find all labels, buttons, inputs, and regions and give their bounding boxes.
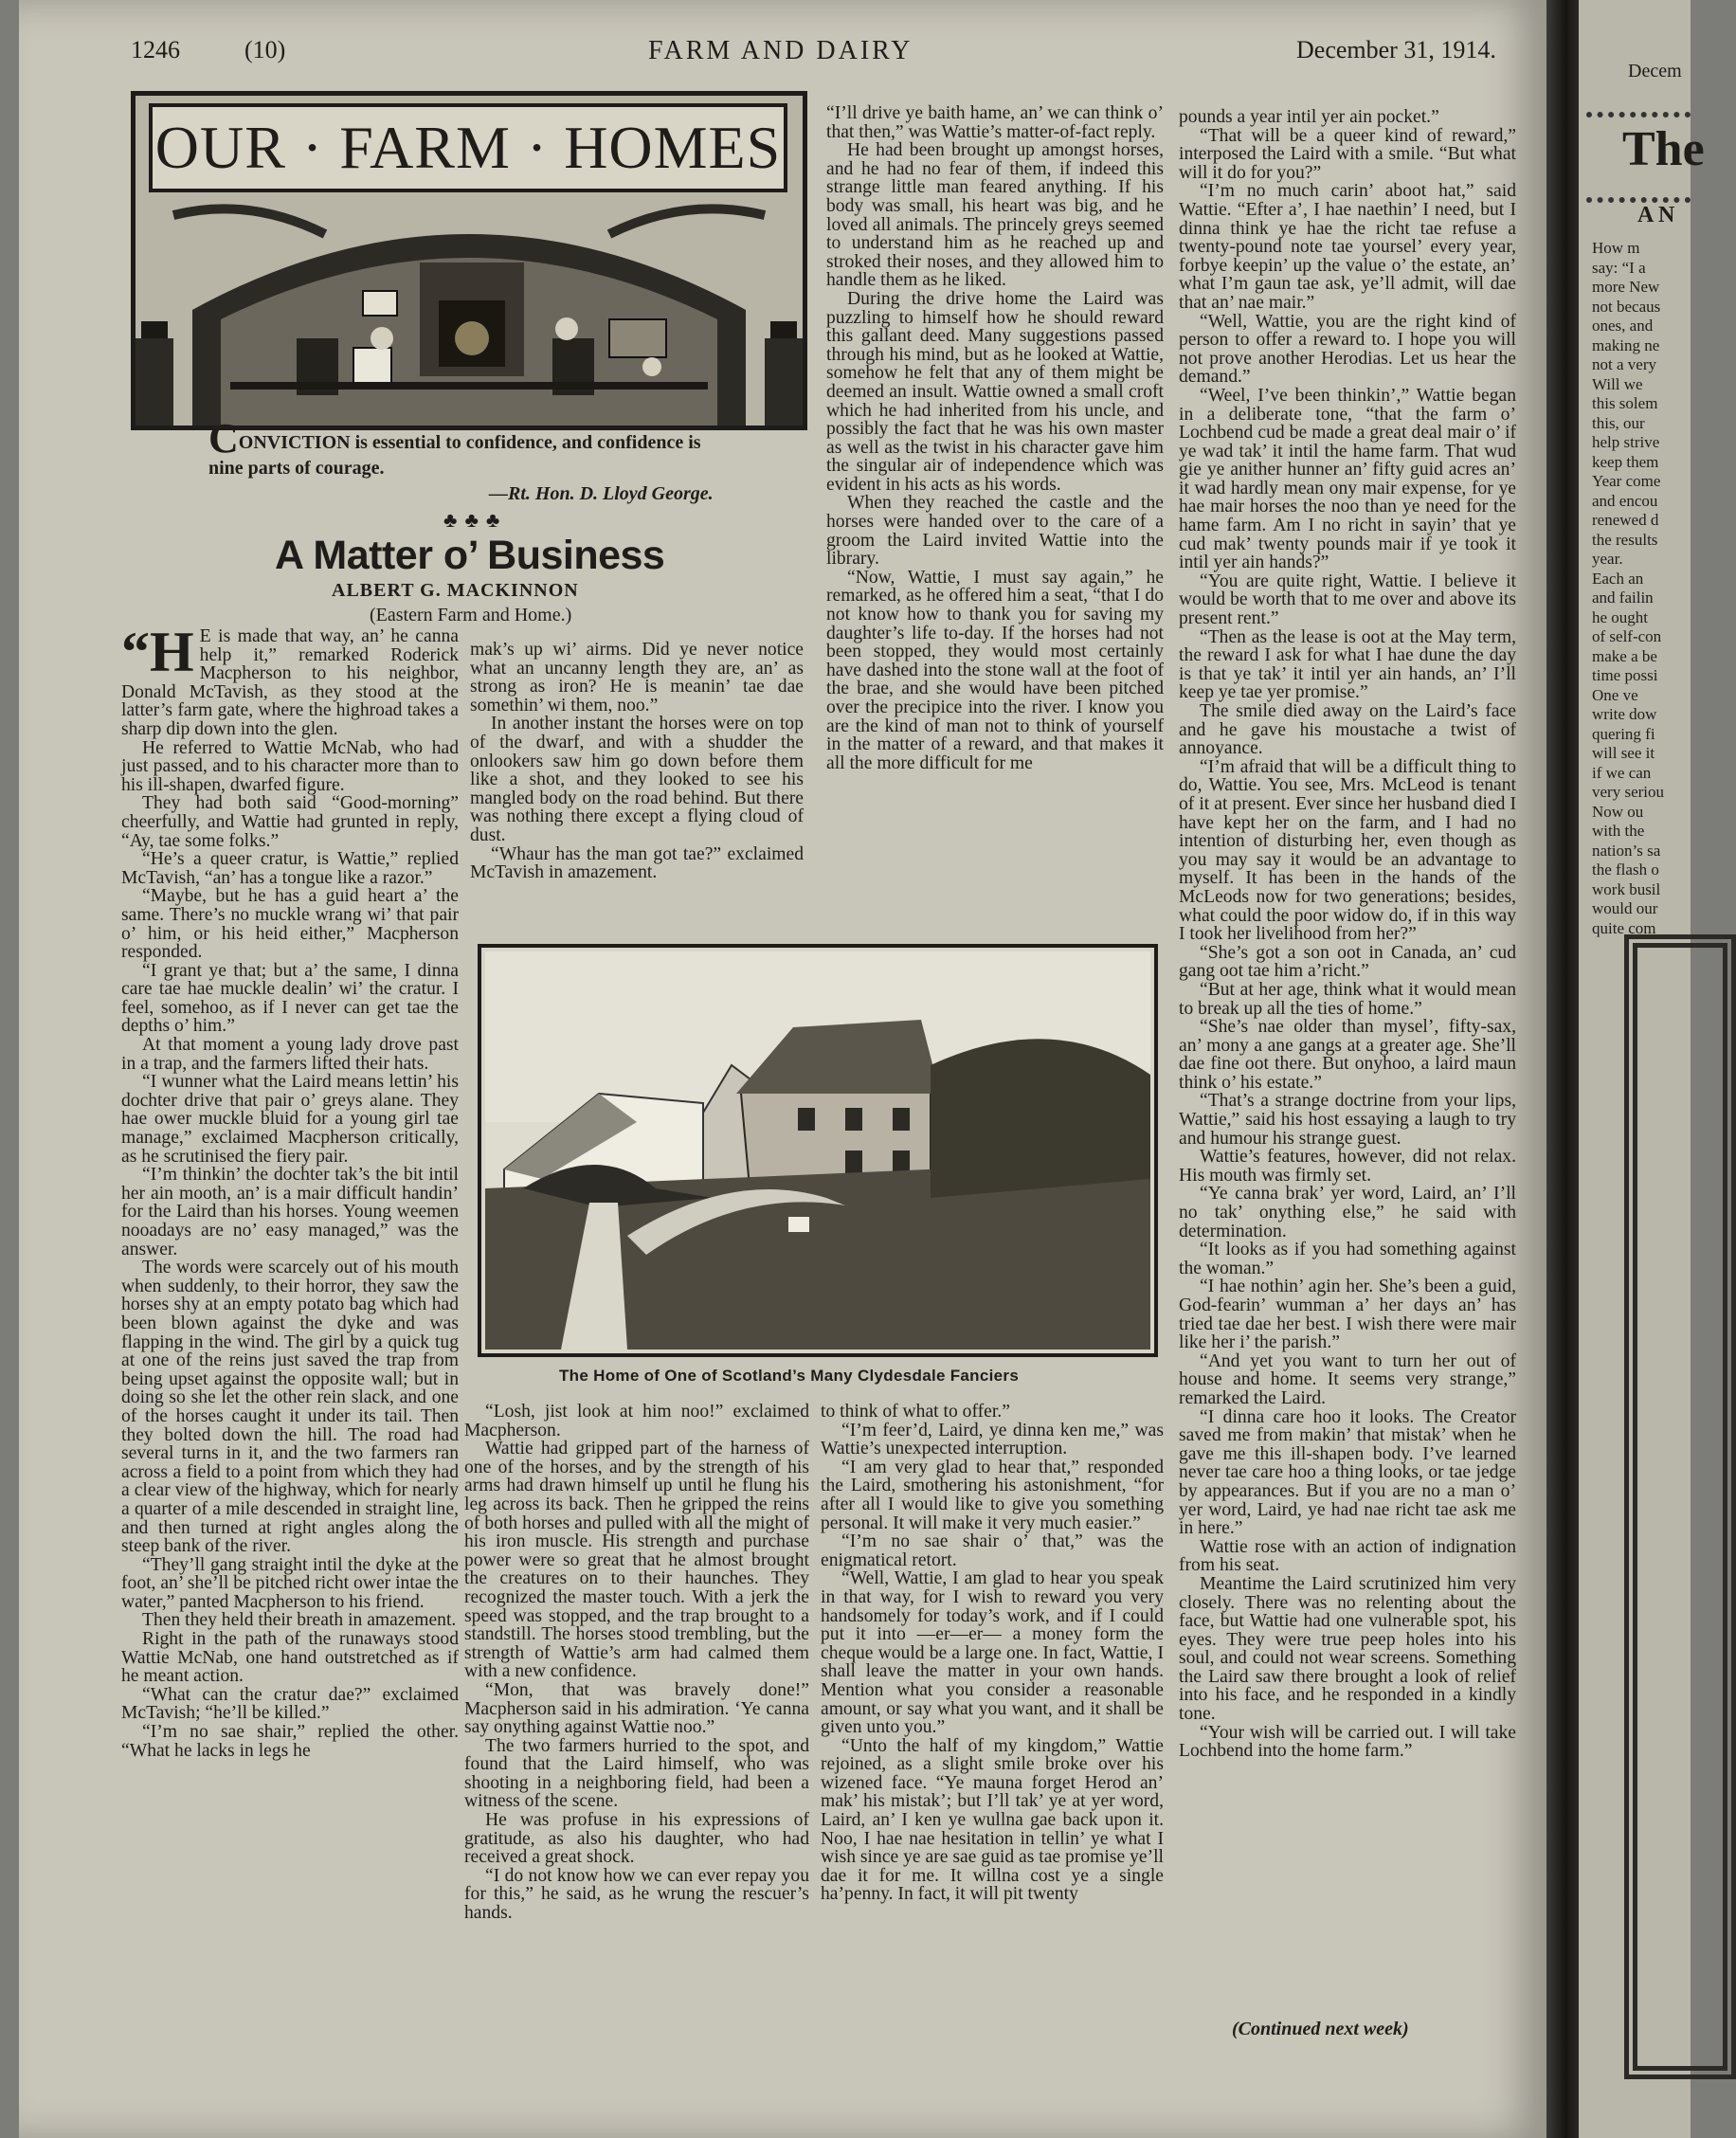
paragraph: “Mon, that was bravely done!” Macpherson said in his admiration. ‘Ye canna say onything against Wattie noo.” [464, 1679, 809, 1738]
paragraph: They had both said “Good-morning” cheerfully, and Wattie had grunted in reply, “Ay, tae some folks.” [121, 793, 459, 851]
section-masthead [131, 91, 807, 430]
adjacent-text-line: help strive [1592, 433, 1660, 451]
newspaper-page [19, 0, 1549, 2138]
adjacent-text-line: renewed d [1592, 511, 1659, 529]
paragraph: “That’s a strange doctrine from your lips, Wattie,” said his host essaying a laugh to try and humour his strange guest. [1179, 1091, 1516, 1149]
paragraph: “Now, Wattie, I must say again,” he remarked, as he offered him a seat, “that I do not know how to thank you for saving my daughter’s life to-day. If the horses had not been stopped, they would most certainly have dashed into the stone wall at the foot of the brae, and she would have been pitched over the precipice into the river. I know you are the kind of man not to think of yourself in the matter of a reward, and that makes it all the more difficult for me [826, 567, 1164, 773]
paragraph: Wattie’s features, however, did not relax. His mouth was firmly set. [1179, 1147, 1516, 1186]
paragraph: pounds a year intil yer ain pocket.” [1179, 107, 1439, 127]
adjacent-text-line: ones, and [1592, 317, 1654, 335]
continued-notice: (Continued next week) [1232, 2019, 1409, 2039]
adjacent-text-line: if we can [1592, 763, 1652, 782]
paragraph: He had been brought up amongst horses, and he had no fear of them, if indeed this strange little man feared anything. If his body was small, his heart was big, and he loved all animals. The princely greys seemed to understand him as he reached up and stroked their noses, and they allowed him to handle them as he liked. [826, 140, 1164, 291]
paragraph: “I’m thinkin’ the dochter tak’s the bit intil her ain mooth, an’ is a mair difficult handin’ for the Laird than his horses. Young weemen nooadays are no’ easy managed,” was the answer. [121, 1165, 459, 1259]
binding-gutter [1546, 0, 1579, 2138]
adjacent-text-line: year. [1592, 550, 1623, 568]
farmhouse-photograph [478, 944, 1158, 1357]
paragraph: Meantime the Laird scrutinized him very closely. There was no relenting about the face, but Wattie had one vulnerable spot, his eyes. They were true peep holes into his soul, and could not wear screens. Something the Laird saw there brought a look of relief into his face, and he responded in a kindly tone. [1179, 1573, 1516, 1725]
adjacent-text-line: more New [1592, 278, 1660, 296]
adjacent-text-line: quite com [1592, 918, 1656, 937]
adjacent-text-line: making ne [1592, 335, 1660, 354]
adjacent-text-line: would our [1592, 899, 1658, 917]
paragraph: mak’s up wi’ airms. Did ye never notice what an uncanny length they are, an’ as strong as iron? He is meanin’ tae dae somethin’ wi them, noo.” [470, 640, 804, 716]
adjacent-text-line: very seriou [1592, 783, 1665, 801]
paragraph: He referred to Wattie McNab, who had just passed, and to his character more than to his ill-shapen, dwarfed figure. [121, 737, 459, 795]
paragraph: “I dinna care hoo it looks. The Creator saved me from makin’ that mistak’ when he gave me this ill-shapen body. I’ve learned never tae care hoo a thing looks, or tae jedge by appearances. But if you are no a man o’ yer word, Laird, ye had nae richt tae ask me in here.” [1179, 1406, 1516, 1539]
paragraph: “That will be a queer kind of reward,” interposed the Laird with a smile. “But what will it do for you?” [1179, 125, 1516, 183]
paragraph: He was profuse in his expressions of gratitude, as also his daughter, who had received a great shock. [464, 1810, 809, 1868]
adjacent-text-line: work busil [1592, 879, 1661, 898]
paragraph: “Maybe, but he has a guid heart a’ the same. There’s no muckle wrang wi’ that pair o’ him, or his heid either,” Macpherson responded. [121, 886, 459, 963]
adjacent-page-header: Decem [1628, 61, 1682, 82]
paragraph: “You are quite right, Wattie. I believe it would be worth that to me over and above its present rent.” [1179, 571, 1516, 629]
adjacent-text-line: make a be [1592, 646, 1657, 665]
paragraph: “Well, Wattie, you are the right kind of person to offer a reward to. I hope you will not prove another Herodias. Let us hear the demand.” [1179, 311, 1516, 388]
article-title: A Matter o’ Business [275, 533, 665, 578]
paragraph: Wattie rose with an action of indignation from his seat. [1179, 1536, 1516, 1576]
drop-cap: “H [121, 621, 194, 683]
paragraph: to think of what to offer.” [821, 1402, 1010, 1422]
paragraph: “I’ll drive ye baith hame, an’ we can think o’ that then,” was Wattie’s matter-of-fact reply. [826, 103, 1164, 142]
adjacent-text-line: time possi [1592, 666, 1658, 684]
column-2-bottom [464, 1403, 809, 1923]
adjacent-text-line: Now ou [1592, 802, 1644, 821]
fireside-illustration [136, 196, 803, 426]
page-number: 1246 [131, 36, 180, 63]
column-3-top [826, 104, 1164, 772]
adjacent-page-title: The [1622, 122, 1705, 176]
adjacent-text-line: with the [1592, 822, 1645, 840]
paragraph: “What can the cratur dae?” exclaimed McTavish; “he’ll be killed.” [121, 1684, 459, 1724]
adjacent-text-line: Will we [1592, 374, 1643, 393]
epigraph-initial: C [208, 415, 239, 462]
adjacent-text-line: say: “I a [1592, 258, 1646, 277]
paragraph: “She’s got a son oot in Canada, an’ cud gang oot tae him a’richt.” [1179, 942, 1516, 982]
paragraph: “I am very glad to hear that,” responded the Laird, smothering his astonishment, “for after all I would like to give you something personal. It will make it very much easier.” [821, 1457, 1164, 1533]
paragraph: “She’s nae older than mysel’, fifty-sax, an’ mony a ane gangs at a greater age. She’ll dae fine oot there. But onyhoo, a laird maun think o’ his estate.” [1179, 1017, 1516, 1093]
adjacent-page-subtitle: A N [1637, 203, 1675, 227]
paragraph: At that moment a young lady drove past in a trap, and the farmers lifted their hats. [121, 1035, 459, 1074]
paragraph: “I’m no sae shair,” replied the other. “What he lacks in legs he [121, 1722, 459, 1761]
adjacent-text-line: Each an [1592, 569, 1644, 588]
column-2-top [470, 641, 804, 882]
paragraph: “And yet you want to turn her out of house and home. It seems very strange,” remarked the Laird. [1179, 1350, 1516, 1408]
column-1 [121, 621, 459, 1761]
paragraph: The words were scarcely out of his mouth when suddenly, to their horror, they saw the horses shy at an empty potato bag which had been blown against the dyke and was flapping in the wind. The girl by a quick tug at one of the reins just saved the trap from being upset against the opposite wall; but in doing so she let the other rein slack, and one of the horses caught it under its tail. Then they bolted down the hill. The road had several turns in it, and the two farmers ran across a field to a point from which they had a clear view of the highway, which for nearly a quarter of a mile descended in straight line, and then turned at right angles along the steep bank of the river. [121, 1258, 459, 1557]
paragraph: “Whaur has the man got tae?” exclaimed McTavish in amazement. [470, 843, 804, 883]
adjacent-text-line: and encou [1592, 491, 1658, 510]
paragraph: “Ye canna brak’ yer word, Laird, an’ I’ll no tak’ onything else,” he said with determination. [1179, 1184, 1516, 1241]
epigraph-text: ONVICTION is essential to confidence, and confidence is nine parts of courage. [208, 432, 701, 479]
paragraph: “Losh, jist look at him noo!” exclaimed Macpherson. [464, 1402, 809, 1440]
publication-masthead: FARM AND DAIRY [648, 36, 913, 65]
paragraph: “Your wish will be carried out. I will take Lochbend into the home farm.” [1179, 1722, 1516, 1762]
issue-date: December 31, 1914. [1296, 36, 1496, 63]
paragraph: When they reached the castle and the horses were handed over to the care of a groom the Laird invited Wattie into the library. [826, 493, 1164, 570]
section-title: OUR · FARM · HOMES [149, 103, 787, 192]
paragraph: “They’ll gang straight intil the dyke at the foot, an’ she’ll be pitched richt ower intae the water,” panted Macpherson to his friend. [121, 1554, 459, 1612]
column-3-bottom [821, 1403, 1164, 1904]
adjacent-page-frame [1624, 934, 1736, 2079]
adjacent-text-line: keep them [1592, 452, 1659, 471]
adjacent-text-line: of self-con [1592, 627, 1662, 645]
paragraph: “I wunner what the Laird means lettin’ his dochter drive that pair o’ greys alane. They hae ower muckle bluid for a young girl tae manage,” exclaimed Macpherson critically, as he scrutinised the fiery pair. [121, 1072, 459, 1167]
paragraph: The smile died away on the Laird’s face and he gave his moustache a twist of annoyance. [1179, 701, 1516, 759]
paragraph: “Then as the lease is oot at the May term, the reward I ask for what I hae dune the day is that ye tak’ it intil yer ain hands, an’ I’ll keep ye tae yer promise.” [1179, 626, 1516, 703]
adjacent-text-line: the flash o [1592, 861, 1659, 879]
paragraph: “I hae nothin’ agin her. She’s been a guid, God-fearin’ wumman a’ her days an’ has tried tae dae her best. I wish there were mair like her i’ the parish.” [1179, 1277, 1516, 1353]
adjacent-text-line: not a very [1592, 355, 1656, 373]
paragraph: “It looks as if you had something against the woman.” [1179, 1240, 1516, 1278]
paragraph: “Unto the half of my kingdom,” Wattie rejoined, as a slight smile broke over his wizened face. “Ye mauna forget Herod an’ mak’ his mistak’; but I’ll tak’ ye at yer word, Laird, an’ I ken ye wullna gae back upon it. Noo, I hae nae hesitation in tellin’ ye what I wish since ye are sae guid as tae promise ye’ll dae it for me. It willna cost ye a single ha’penny. In fact, it will pit twenty [821, 1735, 1164, 1905]
paragraph: “I’m no sae shair o’ that,” was the enigmatical retort. [821, 1531, 1164, 1570]
adjacent-text-line: not becaus [1592, 297, 1661, 316]
article-byline: ALBERT G. MACKINNON [332, 580, 579, 601]
paragraph: “I’m no much carin’ aboot hat,” said Wattie. “Efter a’, I hae naethin’ I need, but I dinna think ye hae the richt tae refuse a twenty-pound note tae yoursel’ every year, forbye keepin’ up the value o’ the estate, an’ what I’m gaun tae ask, ye’ll admit, will dae that an’ nae mair.” [1179, 181, 1516, 313]
adjacent-text-line: One ve [1592, 685, 1638, 704]
article-source: (Eastern Farm and Home.) [370, 605, 572, 625]
column-4 [1179, 108, 1516, 1761]
adjacent-text-line: he ought [1592, 607, 1649, 626]
photo-caption: The Home of One of Scotland’s Many Clydesdale Fanciers [559, 1367, 1020, 1385]
paragraph: “Well, Wattie, I am glad to hear you speak in that way, for I wish to reward you very handsomely for today’s work, and if I could put it into —er—er— a money form the cheque would be a large one. In fact, Wattie, I shall leave the matter in your own hands. Mention what you consider a reasonable amount, or say what you want, and it shall be given unto you.” [821, 1568, 1164, 1738]
adjacent-text-line: will see it [1592, 744, 1655, 762]
paragraph: Wattie had gripped part of the harness of one of the horses, and by the strength of his arms had drawn himself up until he flung his leg across its back. Then he gripped the reins of both horses and pulled with all the might of his iron muscle. His strength and purchase power were so great that he almost brought the creatures on to their haunches. They recognized the master touch. With a jerk the speed was stopped, and the trap brought to a standstill. The horses stood trembling, but the strength of Wattie’s arm had calmed them with a new confidence. [464, 1439, 809, 1682]
paragraph: “I’m feer’d, Laird, ye dinna ken me,” was Wattie’s unexpected interruption. [821, 1420, 1164, 1459]
paragraph: “I grant ye that; but a’ the same, I dinna care tae hae muckle dealin’ wi’ the cratur. I feel, somehoo, as if I never can get tae the depths o’ him.” [121, 960, 459, 1037]
adjacent-text-line: this, our [1592, 413, 1645, 432]
paragraph: Right in the path of the runaways stood Wattie McNab, one hand outstretched as if he meant action. [121, 1629, 459, 1687]
paragraph: “H E is made that way, an’ he canna help it,” remarked Roderick Macpherson to his neighbor, Donald McTavish, as they stood at the latter’s farm gate, where the highroad takes a sharp dip down into the glen. [121, 621, 459, 739]
adjacent-text-line: quering fi [1592, 724, 1655, 743]
section-number: (10) [244, 36, 286, 63]
paragraph: “I’m afraid that will be a difficult thing to do, Wattie. You see, Mrs. McLeod is tenant of it at present. Ever since her husband died I have kept her on the farm, and I had no intention of disturbing her, even though as you may say it would be an advantage to myself. It has been in the hands of the McLeods now for two generations; besides, what could the poor widow do, if in this way I took her livelihood from her?” [1179, 756, 1516, 945]
paragraph: During the drive home the Laird was puzzling to himself how he should reward this gallant deed. Many suggestions passed through his mind, but as he looked at Wattie, somehow he felt that any of them might be deemed an insult. Wattie owned a small croft which he had inherited from his uncle, and possibly the fact that he was his own master as well as the twist in his character gave him the singular air of independence which was evident in his acts as his words. [826, 288, 1164, 495]
adjacent-text-line: the results [1592, 530, 1658, 549]
paragraph: “Weel, I’ve been thinkin’,” Wattie began in a deliberate tone, “that the farm o’ Lochbend cud be made a great deal mair o’ if ye wad tak’ it intil the hame farm. That wud gie ye anither hunner an’ fifty guid acres an’ it wad hardly mean ony mair expense, for ye hae mair horses the noo than ye need for the hame farm. Am I no richt in sayin’ that ye cud mak’ twenty pounds mair if ye took it intil yer ain hands?” [1179, 385, 1516, 573]
adjacent-text-line: and failin [1592, 589, 1654, 607]
paragraph: “He’s a queer cratur, is Wattie,” replied McTavish, “an’ has a tongue like a razor.” [121, 849, 459, 888]
farmhouse-image [485, 951, 1150, 1350]
epigraph-author: —Rt. Hon. D. Lloyd George. [489, 483, 714, 504]
paragraph: Then they held their breath in amazement. [142, 1610, 457, 1631]
adjacent-page-text [1592, 239, 1691, 938]
paragraph: The two farmers hurried to the spot, and found that the Laird himself, who was shooting in a neighboring field, had been a witness of the scene. [464, 1735, 809, 1812]
adjacent-text-line: nation’s sa [1592, 841, 1661, 860]
adjacent-text-line: How m [1592, 239, 1640, 257]
paragraph: “I do not know how we can ever repay you for this,” he said, as he wrung the rescuer’s hands. [464, 1865, 809, 1924]
paragraph: “But at her age, think what it would mean to break up all the ties of home.” [1179, 979, 1516, 1019]
ornament-divider: ♣♣♣ [443, 508, 508, 532]
epigraph [208, 415, 739, 481]
adjacent-page-edge [1579, 0, 1705, 2138]
adjacent-text-line: write dow [1592, 705, 1657, 723]
adjacent-text-line: Year come [1592, 472, 1661, 490]
adjacent-text-line: this solem [1592, 394, 1658, 412]
paragraph: In another instant the horses were on top of the dwarf, and with a shudder the onlookers saw him go down before them like a shot, and they looked to see his mangled body on the road behind. But there was nothing there except a flying cloud of dust. [470, 714, 804, 845]
